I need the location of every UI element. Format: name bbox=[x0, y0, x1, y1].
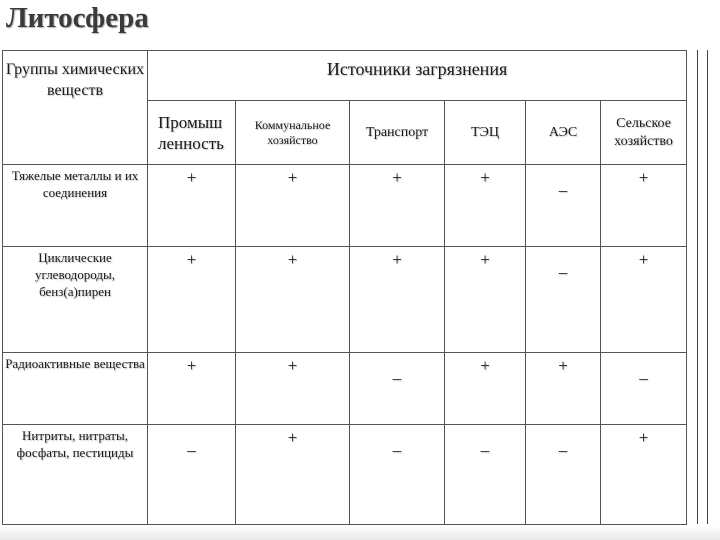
table-cell: + bbox=[148, 353, 236, 425]
header-pollution-sources: Источники загрязнения bbox=[148, 51, 687, 101]
table-cell: + bbox=[236, 353, 350, 425]
table-cell: + bbox=[445, 165, 526, 247]
table-cell: + bbox=[350, 247, 445, 353]
table-cell: + bbox=[236, 247, 350, 353]
table-cell: + bbox=[236, 425, 350, 525]
pollution-sources-table bbox=[2, 50, 687, 525]
header-source-utilities: Коммунальное хозяйство bbox=[236, 101, 350, 165]
table-cell: _ bbox=[526, 247, 601, 353]
table-row bbox=[3, 165, 687, 247]
header-source-agriculture: Сельское хозяйство bbox=[601, 101, 687, 165]
table-cell: + bbox=[148, 165, 236, 247]
table-cell: + bbox=[148, 247, 236, 353]
table-cell: + bbox=[445, 353, 526, 425]
row-label-heavy-metals: Тяжелые металлы и их соединения bbox=[3, 165, 148, 247]
row-label-nitrites: Нитриты, нитраты, фосфаты, пестициды bbox=[3, 425, 148, 525]
slide-side-bar bbox=[697, 50, 708, 524]
slide-title: Литосфера bbox=[6, 2, 149, 34]
table-cell: _ bbox=[526, 165, 601, 247]
table-row bbox=[3, 247, 687, 353]
table-cell: _ bbox=[526, 425, 601, 525]
table-cell: _ bbox=[350, 353, 445, 425]
table-cell: + bbox=[526, 353, 601, 425]
header-source-transport: Транспорт bbox=[350, 101, 445, 165]
table-cell: + bbox=[601, 165, 687, 247]
table-row bbox=[3, 353, 687, 425]
table-cell: + bbox=[601, 425, 687, 525]
slide-bottom-edge bbox=[0, 526, 720, 540]
row-label-radioactive: Радиоактивные вещества bbox=[3, 353, 148, 425]
table-cell: + bbox=[350, 165, 445, 247]
table-cell: _ bbox=[148, 425, 236, 525]
table-cell: + bbox=[236, 165, 350, 247]
header-source-industry: Промыш ленность bbox=[148, 101, 236, 165]
header-chemical-groups: Группы химических веществ bbox=[3, 51, 148, 165]
table-row bbox=[3, 425, 687, 525]
row-label-cyclic-hydrocarbons: Циклические углеводороды, бенз(а)пирен bbox=[3, 247, 148, 353]
header-source-tec: ТЭЦ bbox=[445, 101, 526, 165]
table-cell: + bbox=[445, 247, 526, 353]
table-cell: _ bbox=[445, 425, 526, 525]
table-cell: + bbox=[601, 247, 687, 353]
header-source-aes: АЭС bbox=[526, 101, 601, 165]
table-cell: _ bbox=[601, 353, 687, 425]
table-cell: _ bbox=[350, 425, 445, 525]
